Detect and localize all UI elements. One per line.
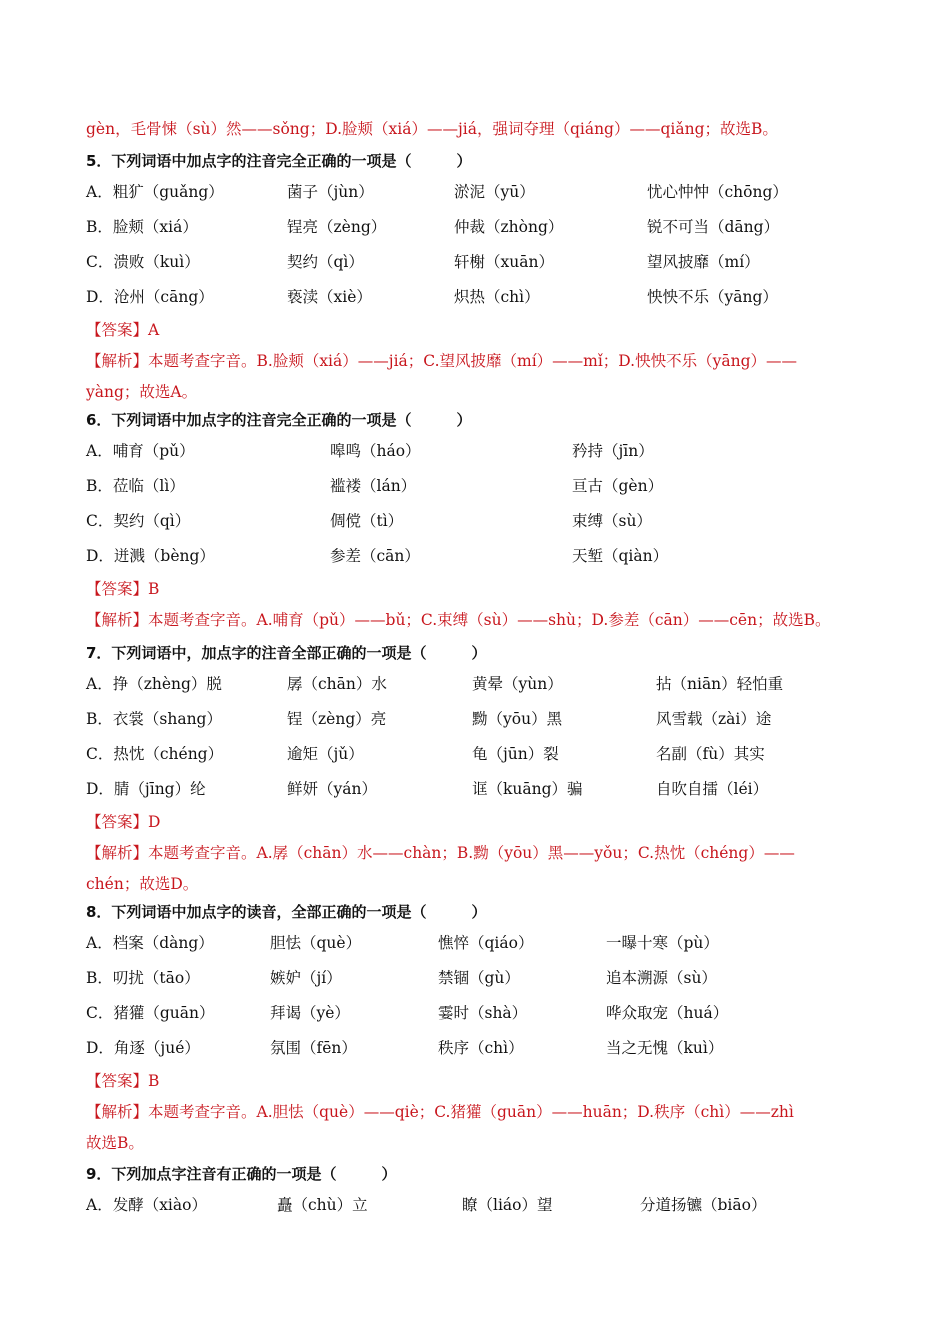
option-row [86, 475, 886, 497]
option-item: A．发酵（xiào） [86, 1196, 207, 1214]
option-item: A．挣（zhèng）脱 [86, 675, 222, 693]
analysis-text: 【解析】本题考查字音。B.脸颊（xiá）——jiá；C.望风披靡（mí）——mǐ；D.怏怏不乐（yāng）—— [86, 352, 798, 370]
option-row [86, 743, 886, 765]
question-title: 9．下列加点字注音有正确的一项是（ ） [86, 1165, 397, 1183]
question-title: 5．下列词语中加点字的注音完全正确的一项是（ ） [86, 152, 472, 170]
option-item: 憔悴（qiáo） [438, 934, 534, 952]
option-item: 望风披靡（mí） [647, 253, 760, 271]
question-title: 7．下列词语中，加点字的注音全部正确的一项是（ ） [86, 644, 487, 662]
option-item: 轩榭（xuān） [454, 253, 554, 271]
option-item: 怏怏不乐（yāng） [647, 288, 778, 306]
option-item: 霎时（shà） [438, 1004, 528, 1022]
option-item: 嗥鸣（háo） [330, 442, 421, 460]
option-item: 淤泥（yū） [454, 183, 535, 201]
answer-label: 【答案】B [86, 580, 160, 598]
option-item: 锃（zèng）亮 [287, 710, 387, 728]
option-item: 哗众取宠（huá） [606, 1004, 729, 1022]
option-row [86, 216, 886, 238]
option-item: D．角逐（jué） [86, 1039, 200, 1057]
option-item: 束缚（sù） [572, 512, 652, 530]
option-item: D．腈（jīng）纶 [86, 780, 206, 798]
option-item: 倜傥（tì） [330, 512, 404, 530]
option-item: C．契约（qì） [86, 512, 191, 530]
option-item: D．沧州（cāng） [86, 288, 214, 306]
answer-explanation-continued: gèn，毛骨悚（sù）然——sǒng；D.脸颊（xiá）——jiá，强词夺理（qiáng）——qiǎng；故选B。 [86, 120, 778, 138]
question-title: 8．下列词语中加点字的读音，全部正确的一项是（ ） [86, 903, 487, 921]
option-item: 分道扬镳（biāo） [640, 1196, 767, 1214]
option-item: 天堑（qiàn） [572, 547, 669, 565]
option-item: D．迸溅（bèng） [86, 547, 215, 565]
option-item: 自吹自擂（léi） [656, 780, 769, 798]
option-item: B．叨扰（tāo） [86, 969, 200, 987]
option-item: 追本溯源（sù） [606, 969, 717, 987]
answer-label: 【答案】D [86, 813, 161, 831]
option-item: B．衣裳（shang） [86, 710, 222, 728]
option-item: 矜持（jīn） [572, 442, 654, 460]
option-item: 一曝十寒（pù） [606, 934, 719, 952]
option-row [86, 932, 886, 954]
option-item: 忧心忡忡（chōng） [647, 183, 788, 201]
option-item: 胆怯（què） [270, 934, 362, 952]
analysis-text: 【解析】本题考查字音。A.胆怯（què）——qiè；C.猪獾（guān）——huān；D.秩序（chì）——zhì [86, 1103, 794, 1121]
option-item: 嫉妒（jí） [270, 969, 342, 987]
option-item: A．哺育（pǔ） [86, 442, 195, 460]
analysis-text: 故选B。 [86, 1134, 144, 1152]
option-item: 瞭（liáo）望 [462, 1196, 553, 1214]
option-item: 风雪载（zài）途 [656, 710, 772, 728]
analysis-text: chén；故选D。 [86, 875, 199, 893]
option-row [86, 286, 886, 308]
option-row [86, 545, 886, 567]
option-item: C．猪獾（guān） [86, 1004, 215, 1022]
option-row [86, 1002, 886, 1024]
answer-label: 【答案】A [86, 321, 160, 339]
option-row [86, 778, 886, 800]
option-item: 矗（chù）立 [277, 1196, 368, 1214]
option-item: 黝（yōu）黑 [472, 710, 563, 728]
option-item: 拜谒（yè） [270, 1004, 350, 1022]
option-row [86, 967, 886, 989]
option-item: 菌子（jùn） [287, 183, 374, 201]
option-item: A．粗犷（guǎng） [86, 183, 224, 201]
option-row [86, 251, 886, 273]
option-item: 名副（fù）其实 [656, 745, 765, 763]
option-row [86, 673, 886, 695]
option-row [86, 440, 886, 462]
question-title: 6．下列词语中加点字的注音完全正确的一项是（ ） [86, 411, 472, 429]
option-item: 拈（niān）轻怕重 [656, 675, 784, 693]
option-item: B．脸颊（xiá） [86, 218, 198, 236]
option-item: 亵渎（xiè） [287, 288, 372, 306]
option-item: C．溃败（kuì） [86, 253, 200, 271]
option-item: 炽热（chì） [454, 288, 540, 306]
option-row [86, 708, 886, 730]
option-item: 当之无愧（kuì） [606, 1039, 724, 1057]
option-item: 秩序（chì） [438, 1039, 524, 1057]
option-item: 黄晕（yùn） [472, 675, 563, 693]
answer-label: 【答案】B [86, 1072, 160, 1090]
option-item: 参差（cān） [330, 547, 420, 565]
option-row [86, 1037, 886, 1059]
option-item: 氛围（fēn） [270, 1039, 357, 1057]
option-item: 亘古（gèn） [572, 477, 664, 495]
option-item: 龟（jūn）裂 [472, 745, 559, 763]
option-item: 孱（chān）水 [287, 675, 387, 693]
option-item: 禁锢（gù） [438, 969, 520, 987]
option-row [86, 1194, 886, 1216]
option-item: 锐不可当（dāng） [647, 218, 780, 236]
analysis-text: 【解析】本题考查字音。A.孱（chān）水——chàn；B.黝（yōu）黑——yǒu；C.热忱（chéng）—— [86, 844, 795, 862]
option-item: 仲裁（zhòng） [454, 218, 564, 236]
option-item: 褴褛（lán） [330, 477, 417, 495]
option-item: 诓（kuāng）骗 [472, 780, 583, 798]
analysis-text: 【解析】本题考查字音。A.哺育（pǔ）——bǔ；C.束缚（sù）——shù；D.参差（cān）——cēn；故选B。 [86, 611, 831, 629]
option-item: 逾矩（jǔ） [287, 745, 364, 763]
option-item: B．莅临（lì） [86, 477, 185, 495]
option-row [86, 510, 886, 532]
option-item: A．档案（dàng） [86, 934, 214, 952]
analysis-text: yàng；故选A。 [86, 383, 198, 401]
option-item: 锃亮（zèng） [287, 218, 387, 236]
option-row [86, 181, 886, 203]
option-item: 鲜妍（yán） [287, 780, 377, 798]
option-item: C．热忱（chéng） [86, 745, 224, 763]
option-item: 契约（qì） [287, 253, 364, 271]
